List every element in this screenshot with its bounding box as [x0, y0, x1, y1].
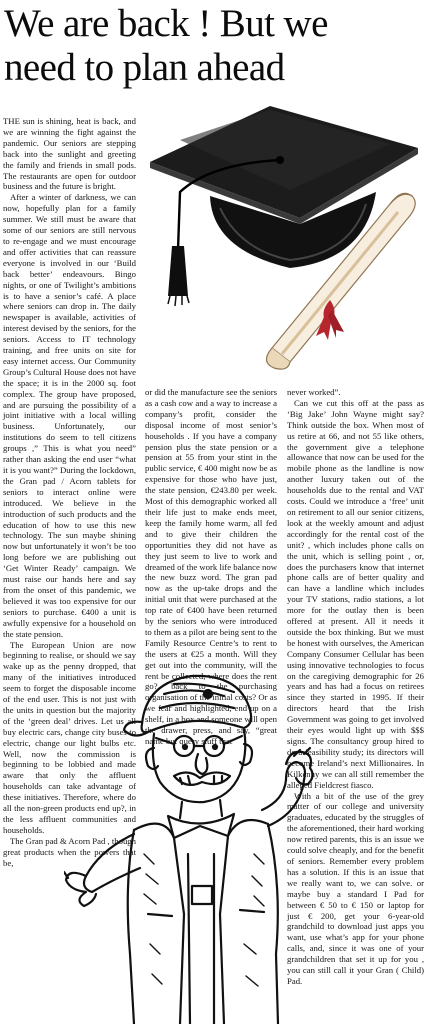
- article-column-3: [287, 387, 424, 987]
- article-paragraph: or did the manufacture see the seniors as a cash cow and a way to increase a company’s profit, consider the disposal income of most senior’s households . If you have a company pension plus the state pension or a pension at 55 from your stint in the public service, € 400 might now be as expensive for those who have just, the state pension, €243.80 per week. Most of this demographic worked all their life just to make ends meet, keep the family home warm, all fed and to give their children the opportunities they did not have as they just seem to live to work and dreamed of the work life balance now the new buzz word. The gran pad now as the up-take drops and the initial unit that were purchased at the top rate of €400 have been returned by the seniors who were introduced to them as a pilot are being sent to the Family Resource Centre’s to rent to the users at €25 a month. Will they get out into the community, will the rent be collected, where does the rent go?, back to the purchasing organisation of the initial costs? Or as we fear and highlighted, end up on a shelf, in a box and someone will open the drawer, press, and say, “great name but query stuff that: [145, 387, 277, 746]
- headline-line-1: We are back ! But we: [4, 2, 328, 45]
- article-paragraph: Can we cut this off at the pass as ‘Big Jake’ John Wayne might say? Think outside the box. When most of us retire at 66, and not 55 like others, the government give a telephone allowance that now can be used for the mobile phone as the landline is now another luxury taken out of the households due to the rental and VAT costs. Could we introduce a ‘free’ unit on retirement to all our senior citizens, look at the weekly amount and adjust accordingly for the rental cost of the unit? , which includes phone calls on the unit, which is selling point , or, does the purchasers know that internet phone calls are of better quality and can have a landline which includes your TV stations, radio stations, a lot more for the outlay then is been offered at present. All it needs it outside the box thinking. But we must be honest with ourselves, the American Company Consumer Cellular has been using innovative technologies to focus on the caregiving demographic for 26 years and has had a focus on retirees since they started in 1995. If their directors heard that the Irish Government was going to get involved their eyes would light up with $$$ signs. The consultancy group hired to do a feasibility study; its directors will become Ireland’s next Millionaires. In Kilkenny we can all still remember the alleged Fieldcrest fiasco.: [287, 397, 424, 790]
- mortarboard-icon: [150, 106, 418, 306]
- headline: [4, 2, 424, 90]
- article-paragraph: The European Union are now beginning to realise, or should we say wake up as the penny dropped, that many of the initiatives introduced seem to forget the disposable income of the end user. This is not just with the units in question but the majority of the ‘green deal’ drives. Let us all buy electric cars, change city buses to electric, change our light bulbs etc. Well, now the commission is beginning to be lobbied and made aware that only the affluent households can take advantage of these initiatives. Therefore, where do all the non-green products end up?, in the less affluent communities and households.: [3, 639, 136, 835]
- article-column-2: [145, 387, 277, 747]
- article-column-1: [3, 116, 136, 869]
- article-paragraph: With a bit of the use of the grey matter of our college and university graduates, educated by the struggles of the aforementioned, their hard working now retired parents, this is an issue we could solve cheaply, and for the benefit of seniors. Remember every problem has a solution. If this is an issue that we really want to, we can solve. or maybe buy a standard I Pad for between € 50 to € 150 or laptop for just € 200, get your 6-year-old grandchild to download just apps you want, use what’s app for your phone calls, and, since it was one of your grandchildren that set it up for you , you can still call it your Gran ( Child) Pad.: [287, 790, 424, 986]
- article-paragraph: After a winter of darkness, we can now, hopefully plan for a family summer. We still must be aware that some of our seniors are still nervous to re-engage and we must encourage and offer activities that can reassure everyone is involved in our ‘Build back better’ endeavours. Bingo nights, or one of Twilight’s ambitions is to have a senior’s café. A place where seniors can drop in. The daily newspaper is available, activities of interest devised by the seniors, for the seniors. Access to IT technology training, and free units on site for easy internet access. Our Community Group’s Cultural House does not have the space; it is in the 2000 sq. foot complex. The group have proposed, and are pursuing the possibility of a joint initiative with a local willing business. Unfortunately, our institutions do seem to tell citizens groups ,” This is what you need” rather than asking the end user “what it is you want?” During the lockdown, the Gran pad / Acorn tablets for seniors to interact online were introduced. We believe in the introduction of such products and the education of how to use this new technology. The sun maybe shining now but unfortunately it won’t be too long before we are publishing out ‘Get Winter Ready’ campaign. We must raise our hands here and say from the onset of this pandemic, we believed it was too expensive for our seniors to purchase. €400 a unit is awfully expensive for a household on the state pension.: [3, 192, 136, 639]
- article-paragraph: The Gran pad & Acorn Pad , though great products when the powers that be,: [3, 835, 136, 868]
- graduation-cap-illustration: [140, 100, 425, 372]
- article-paragraph: THE sun is shining, heat is back, and we are winning the fight against the pandemic. Our seniors are stepping back into the sunlight and greeting the family and friends in small pods. The restaurants are open for outdoor business and the future is bright.: [3, 116, 136, 192]
- article-paragraph: never worked”.: [287, 387, 341, 397]
- headline-line-2: need to plan ahead: [4, 46, 285, 89]
